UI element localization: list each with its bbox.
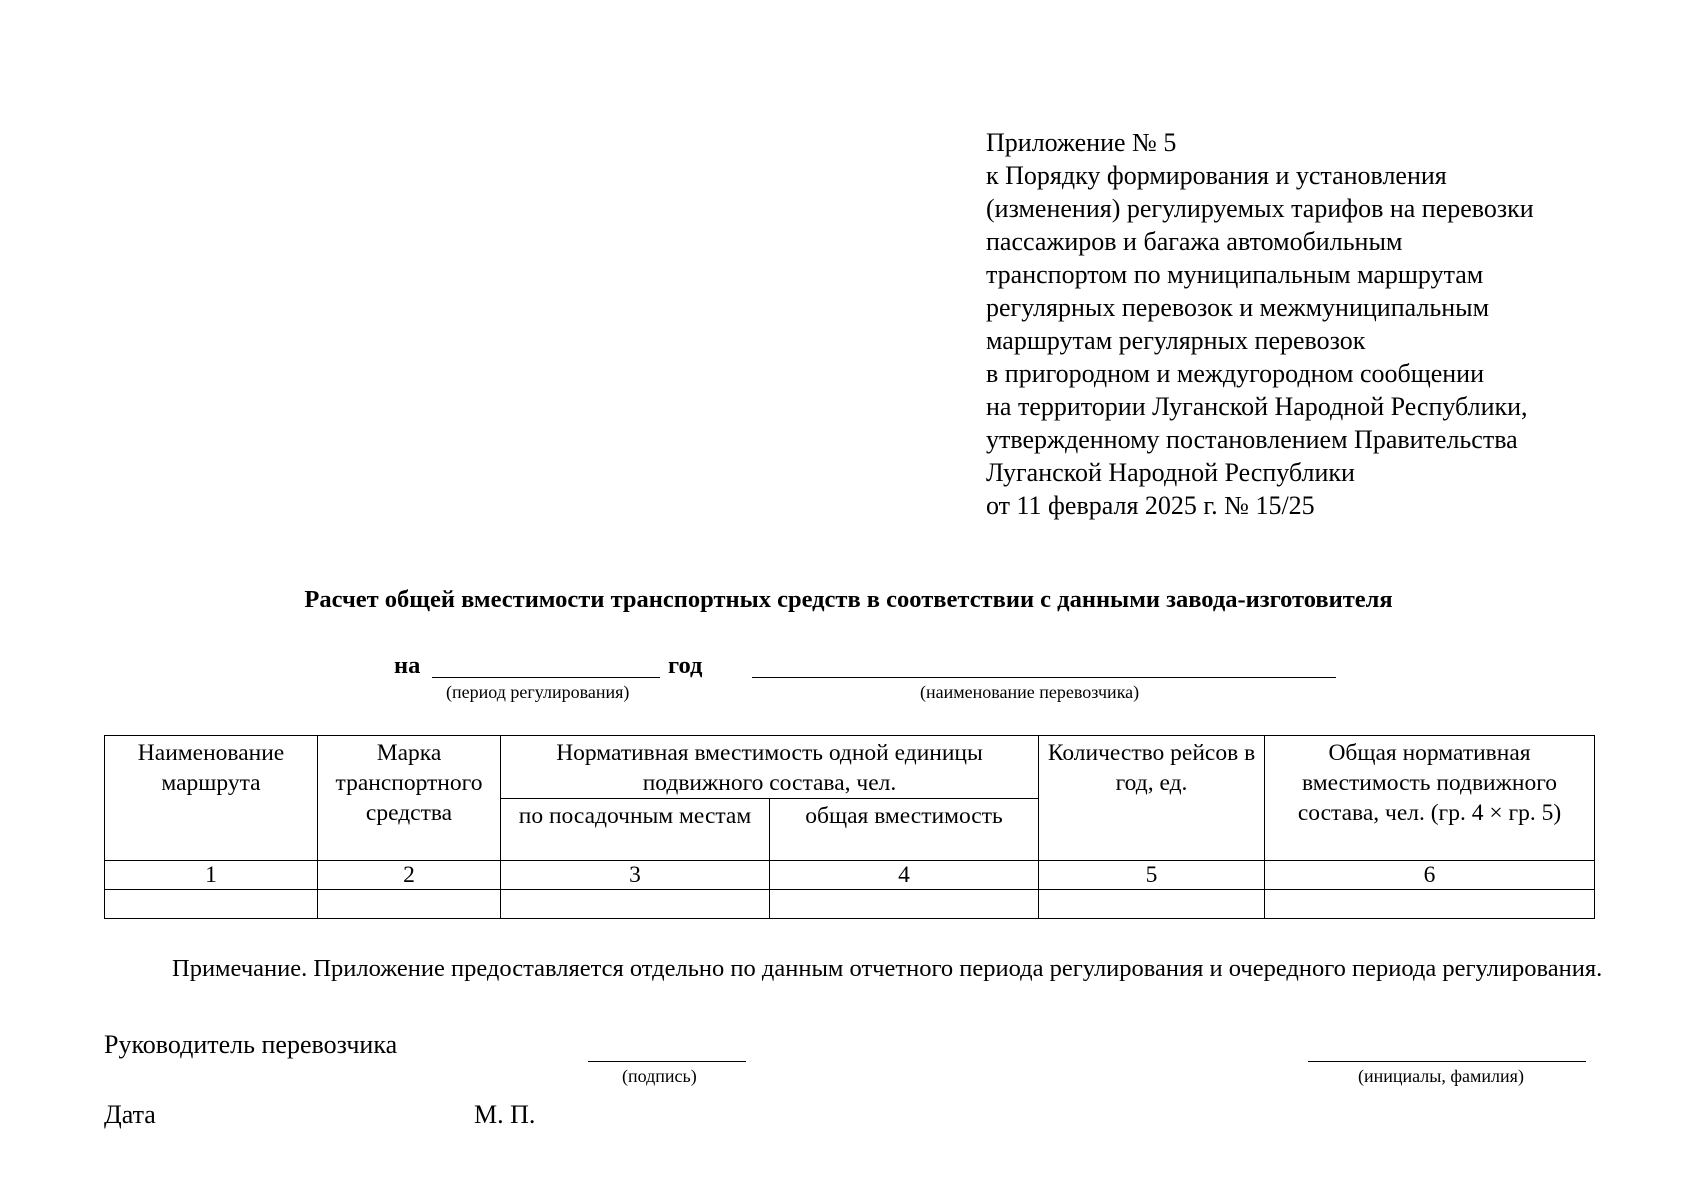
period-prefix: на — [394, 652, 421, 679]
data-cell-brand[interactable] — [318, 890, 501, 919]
column-number: 4 — [770, 861, 1039, 890]
header-vehicle-brand: Марка транспортного средства — [318, 736, 501, 861]
head-of-carrier-label: Руководитель перевозчика — [104, 1030, 398, 1059]
appendix-line: в пригородном и междугородном сообщении — [986, 359, 1485, 388]
carrier-caption: (наименование перевозчика) — [920, 682, 1140, 702]
period-suffix: год — [668, 652, 703, 679]
appendix-line: маршрутам регулярных перевозок — [986, 326, 1366, 355]
carrier-name-blank-line[interactable] — [752, 677, 1336, 678]
document-title: Расчет общей вместимости транспортных средств в соответствии с данными завода-изготовителя — [304, 586, 1393, 613]
header-trips-per-year: Количество рейсов в год, ед. — [1039, 736, 1265, 861]
appendix-line: Луганской Народной Республики — [986, 458, 1355, 487]
period-caption: (период регулирования) — [446, 682, 630, 702]
column-number: 1 — [105, 861, 318, 890]
column-number: 2 — [318, 861, 501, 890]
signature-blank-line[interactable] — [588, 1061, 746, 1062]
appendix-line: Приложение № 5 — [986, 128, 1177, 157]
appendix-line: пассажиров и багажа автомобильным — [986, 227, 1403, 256]
appendix-line: от 11 февраля 2025 г. № 15/25 — [986, 491, 1315, 520]
column-number: 5 — [1039, 861, 1265, 890]
name-caption: (инициалы, фамилия) — [1358, 1066, 1524, 1086]
capacity-table — [104, 735, 1595, 919]
note-paragraph: Примечание. Приложение предоставляется отдельно по данным отчетного периода регулирования и очередного периода регулирования. — [172, 955, 1603, 982]
signature-caption: (подпись) — [622, 1066, 697, 1086]
data-cell-route[interactable] — [105, 890, 318, 919]
header-total-norm-capacity: Общая нормативная вместимость подвижного состава, чел. (гр. 4 × гр. 5) — [1265, 736, 1595, 861]
name-blank-line[interactable] — [1308, 1061, 1586, 1062]
header-seats: по посадочным местам — [501, 799, 770, 861]
appendix-line: на территории Луганской Народной Республики, — [986, 392, 1528, 421]
date-label: Дата — [104, 1100, 156, 1129]
appendix-line: утвержденному постановлением Правительства — [986, 425, 1518, 454]
appendix-line: регулярных перевозок и межмуниципальным — [986, 293, 1490, 322]
data-cell-total-capacity[interactable] — [770, 890, 1039, 919]
stamp-label: М. П. — [474, 1100, 536, 1129]
appendix-line: транспортом по муниципальным маршрутам — [986, 260, 1484, 289]
data-cell-total-norm[interactable] — [1265, 890, 1595, 919]
header-norm-capacity: Нормативная вместимость одной единицы подвижного состава, чел. — [501, 736, 1039, 799]
appendix-line: к Порядку формирования и установления — [986, 161, 1447, 190]
column-number: 3 — [501, 861, 770, 890]
appendix-line: (изменения) регулируемых тарифов на перевозки — [986, 194, 1534, 223]
data-cell-seats[interactable] — [501, 890, 770, 919]
column-number: 6 — [1265, 861, 1595, 890]
appendix-header — [986, 126, 1666, 522]
header-total-capacity: общая вместимость — [770, 799, 1039, 861]
header-route: Наименование маршрута — [105, 736, 318, 861]
period-blank-line[interactable] — [432, 677, 660, 678]
data-cell-trips[interactable] — [1039, 890, 1265, 919]
